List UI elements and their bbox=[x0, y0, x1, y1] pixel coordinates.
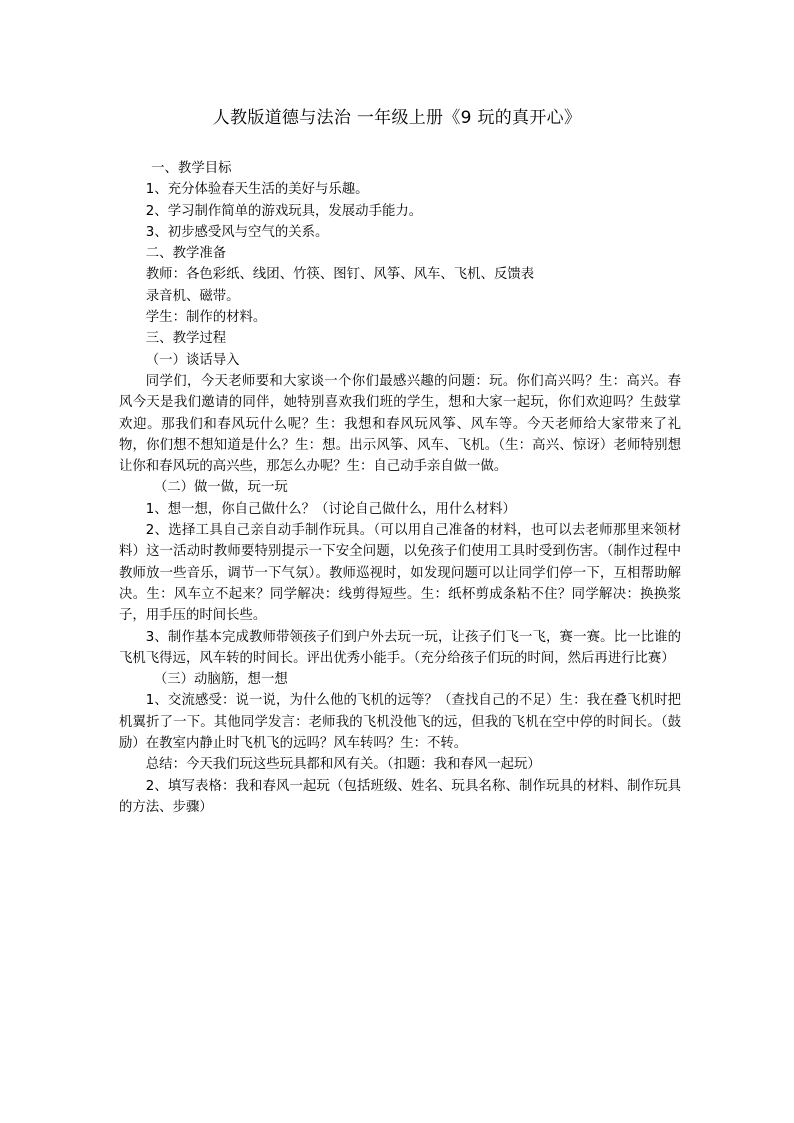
document-body bbox=[119, 158, 681, 818]
paragraph: 总结：今天我们玩这些玩具都和风有关。（扣题：我和春风一起玩） bbox=[145, 757, 541, 773]
paragraph: 3、制作基本完成教师带领孩子们到户外去玩一玩，让孩子们飞一飞，赛一赛。比一比谁的飞机飞得远，风车转的时间长。评出优秀小能手。（充分给孩子们玩的时间，然后再进行比赛） bbox=[119, 629, 681, 666]
paragraph: 教师：各色彩纸、线团、竹筷、图钉、风筝、风车、飞机、反馈表 bbox=[145, 267, 535, 283]
paragraph: （二）做一做，玩一玩 bbox=[153, 480, 288, 496]
paragraph: （一）谈话导入 bbox=[145, 352, 240, 368]
paragraph: 同学们，今天老师要和大家谈一个你们最感兴趣的问题：玩。你们高兴吗？生：高兴。春风今天是我们邀请的同伴，她特别喜欢我们班的学生，想和大家一起玩，你们欢迎吗？生鼓掌欢迎。那我们和春风玩什么呢？生：我想和春风玩风筝、风车等。今天老师给大家带来了礼物，你们想不想知道是什么？生：想。出示风筝、风车、飞机。（生：高兴、惊讶）老师特别想让你和春风玩的高兴些，那怎么办呢？生：自己动手亲自做一做。 bbox=[119, 373, 681, 475]
paragraph: 2、学习制作简单的游戏玩具，发展动手能力。 bbox=[145, 203, 423, 219]
paragraph: 二、教学准备 bbox=[145, 246, 227, 262]
paragraph: 2、选择工具自己亲自动手制作玩具。（可以用自己准备的材料，也可以去老师那里来领材料）这一活动时教师要特别提示一下安全问题，以免孩子们使用工具时受到伤害。（制作过程中教师放一些音乐，调节一下气氛）。教师巡视时，如发现问题可以让同学们停一下，互相帮助解决。生：风车立不起来？同学解决：线剪得短些。生：纸杯剪成条粘不住？同学解决：换换浆子，用手压的时间长些。 bbox=[119, 523, 681, 624]
paragraph: 学生：制作的材料。 bbox=[145, 310, 267, 326]
paragraph: （三）动脑筋，想一想 bbox=[153, 672, 288, 688]
paragraph: 1、想一想，你自己做什么？（讨论自己做什么，用什么材料） bbox=[145, 501, 516, 517]
paragraph: 三、教学过程 bbox=[145, 331, 227, 347]
paragraph: 1、充分体验春天生活的美好与乐趣。 bbox=[145, 182, 369, 198]
document-title: 人教版道德与法治 一年级上册《9 玩的真开心》 bbox=[212, 108, 582, 128]
paragraph: 1、交流感受：说一说，为什么他的飞机的远等？（查找自己的不足）生：我在叠飞机时把机翼折了一下。其他同学发言：老师我的飞机没他飞的远，但我的飞机在空中停的时间长。（鼓励）在教室内静止时飞机飞的远吗？风车转吗？生：不转。 bbox=[119, 693, 681, 752]
paragraph: 3、初步感受风与空气的关系。 bbox=[145, 224, 329, 240]
paragraph: 2、填写表格：我和春风一起玩（包括班级、姓名、玩具名称、制作玩具的材料、制作玩具的方法、步骤） bbox=[119, 778, 681, 815]
paragraph: 一、教学目标 bbox=[151, 161, 232, 176]
paragraph: 录音机、磁带。 bbox=[145, 288, 240, 304]
